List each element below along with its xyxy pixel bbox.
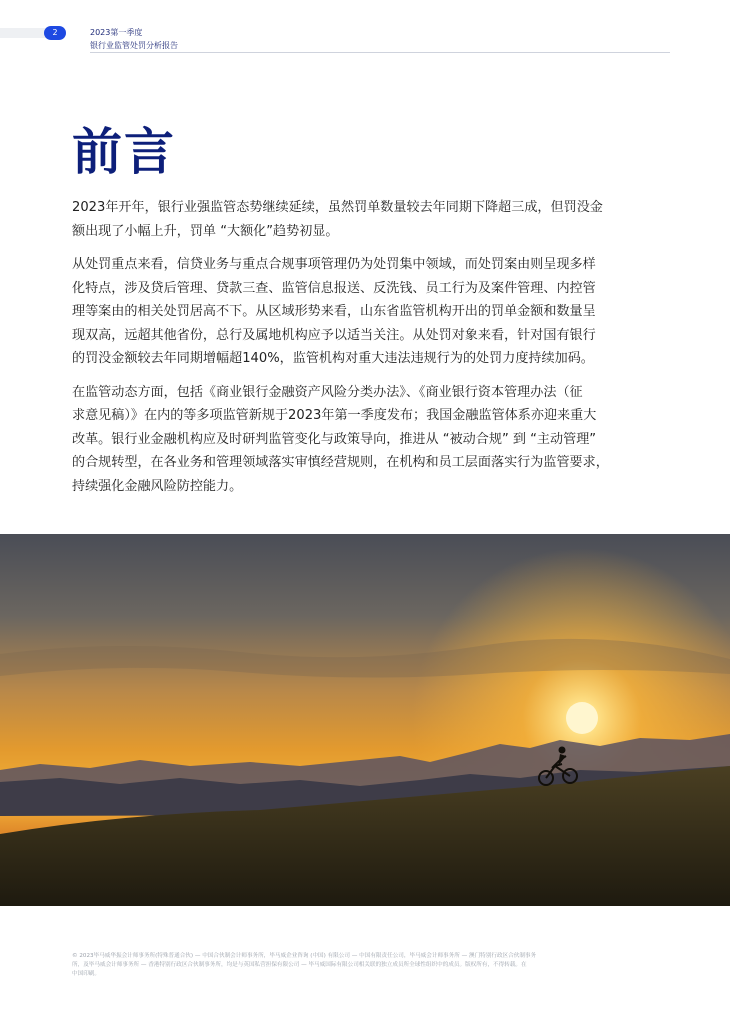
text-line: 化特点，涉及贷后管理、贷款三查、监管信息报送、反洗钱、员工行为及案件管理、内控管 [72, 280, 596, 296]
body-text [72, 196, 672, 508]
page-title: 前言 [72, 123, 176, 181]
paragraph-1 [72, 196, 672, 243]
text-line: 从处罚重点来看，信贷业务与重点合规事项管理仍为处罚集中领域，而处罚案由则呈现多样 [72, 257, 596, 272]
text-line: 改革。银行业金融机构应及时研判监管变化与政策导向，推进从 “被动合规” 到 “主动管理” [72, 431, 597, 447]
sunset-cyclist-photo [0, 534, 730, 906]
text-line: 理等案由的相关处罚居高不下。从区域形势来看，山东省监管机构开出的罚单金额和数量呈 [72, 304, 596, 319]
text-line: 在监管动态方面，包括《商业银行金融资产风险分类办法》、《商业银行资本管理办法（征 [72, 384, 583, 400]
sun [566, 702, 598, 734]
text-line: 2023年开年，银行业强监管态势继续延续，虽然罚单数量较去年同期下降超三成，但罚没金 [72, 200, 603, 215]
header-report-title: 银行业监管处罚分析报告 [90, 41, 178, 50]
paragraph-2 [72, 253, 672, 371]
text-line: 的罚没金额较去年同期增幅超140%，监管机构对重大违法违规行为的处罚力度持续加码。 [72, 351, 594, 366]
page-number-badge: 2 [44, 26, 66, 40]
text-line: 额出现了小幅上升，罚单 “大额化”趋势初显。 [72, 223, 339, 239]
text-line: 求意见稿）》在内的等多项监管新规于2023年第一季度发布；我国金融监管体系亦迎来重大 [72, 408, 597, 423]
text-line: 现双高，远超其他省份，总行及属地机构应予以适当关注。从处罚对象来看，针对国有银行 [72, 327, 596, 343]
paragraph-3 [72, 381, 672, 499]
header-divider [90, 52, 670, 53]
text-line: 持续强化金融风险防控能力。 [72, 478, 243, 494]
copyright-footer: © 2023毕马威华振会计师事务所(特殊普通合伙) — 中国合伙制会计师事务所，毕马威企业咨询 (中国) 有限公司 — 中国有限责任公司，毕马威会计师事务所 — 澳门特别行政区合伙制事务 所，及毕马威会计师事务所 — 香港特别行政区合伙制事务所，均是与英国私营担保有限公司 — 毕马威国际有限公司相关联的独立成员所全球性组织中的成员。版权所有，不得转载。在 中国印刷。 [72, 953, 537, 977]
text-line: 的合规转型，在各业务和管理领域落实审慎经营规则，在机构和员工层面落实行为监管要求， [72, 455, 609, 470]
header-report-period: 2023第一季度 [90, 28, 143, 37]
